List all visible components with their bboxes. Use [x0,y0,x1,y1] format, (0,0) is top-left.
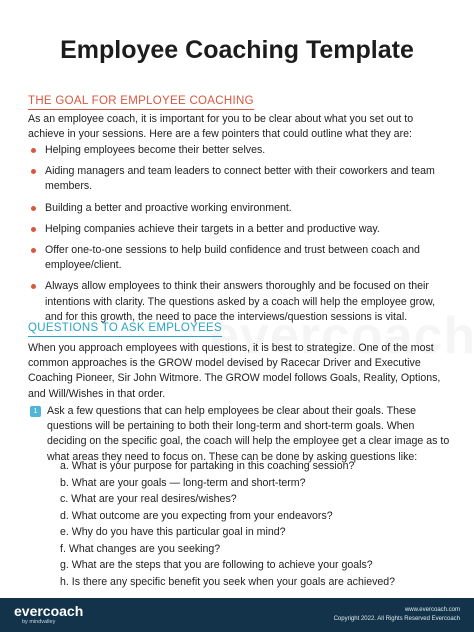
list-item [28,164,452,194]
list-item: f. What changes are you seeking? [60,542,221,555]
bullet-text: Offer one-to-one sessions to help build confidence and trust between coach and employee/client. [45,244,420,272]
bullet-text: Helping employees become their better selves. [45,144,266,156]
questions-section-heading: QUESTIONS TO ASK EMPLOYEES [28,322,222,337]
bullet-dot-icon [31,169,36,174]
goal-bullet-list [28,143,452,331]
bullet-text: Building a better and proactive working environment. [45,201,292,214]
footer-copyright: Copyright 2022. All Rights Reserved Evercoach [333,616,460,622]
step-text: Ask a few questions that can help employees be clear about their goals. These questions will be pertaining to both their long-term and short-term goals. When deciding on the specific goal, the coach will help the employee get a clear image as to what areas they need to focus on. These can be done by asking questions like: [47,405,450,463]
bullet-dot-icon [31,148,36,153]
list-item: b. What are your goals — long-term and short-term? [60,476,306,489]
list-item: g. What are the steps that you are following to achieve your goals? [60,559,373,571]
bullet-text: Aiding managers and team leaders to connect better with their coworkers and team members. [45,165,435,193]
bullet-dot-icon [31,284,36,289]
list-item [28,243,452,273]
list-item: a. What is your purpose for partaking in this coaching session? [60,460,355,472]
evercoach-logo: evercoach [14,603,84,619]
questions-intro-paragraph: When you approach employees with questions, it is best to strategize. One of the most common approaches is the GROW model devised by Racecar Driver and Executive Coaching Pioneer, Sir John Witmore. The GROW model follows Goals, Reality, Options, and Will/Wishes in that order. [28,342,441,400]
bullet-dot-icon [31,227,36,232]
question-list [60,459,455,591]
bullet-dot-icon [31,248,36,253]
logo-subtitle: by mindvalley [22,619,56,625]
bullet-dot-icon [31,206,36,211]
footer-info [334,606,460,624]
list-item: e. Why do you have this particular goal in mind? [60,526,286,538]
list-item [28,201,452,216]
page-title: Employee Coaching Template [60,36,414,64]
bullet-text: Helping companies achieve their targets in a better and productive way. [45,222,380,235]
list-item: h. Is there any specific benefit you seek when your goals are achieved? [60,575,396,588]
list-item [28,222,452,237]
goal-intro-paragraph: As an employee coach, it is important for you to be clear about what you set out to achieve in your sessions. Here are a few pointers that could outline what they are: [28,113,414,141]
goal-section-heading: THE GOAL FOR EMPLOYEE COACHING [28,95,254,110]
list-item: d. What outcome are you expecting from your endeavors? [60,509,333,522]
footer-website-link[interactable]: www.evercoach.com [404,607,460,613]
list-item [28,143,452,158]
list-item: c. What are your real desires/wishes? [60,493,237,505]
page-footer [0,598,474,632]
bullet-text: Always allow employees to think their answers thoroughly and be focused on their intentions with clarity. The questions asked by a coach will help the employee grow, and for this growth, the need to pace the interviews/question sessions is vital. [45,280,436,323]
step-number-badge: 1 [30,406,41,417]
